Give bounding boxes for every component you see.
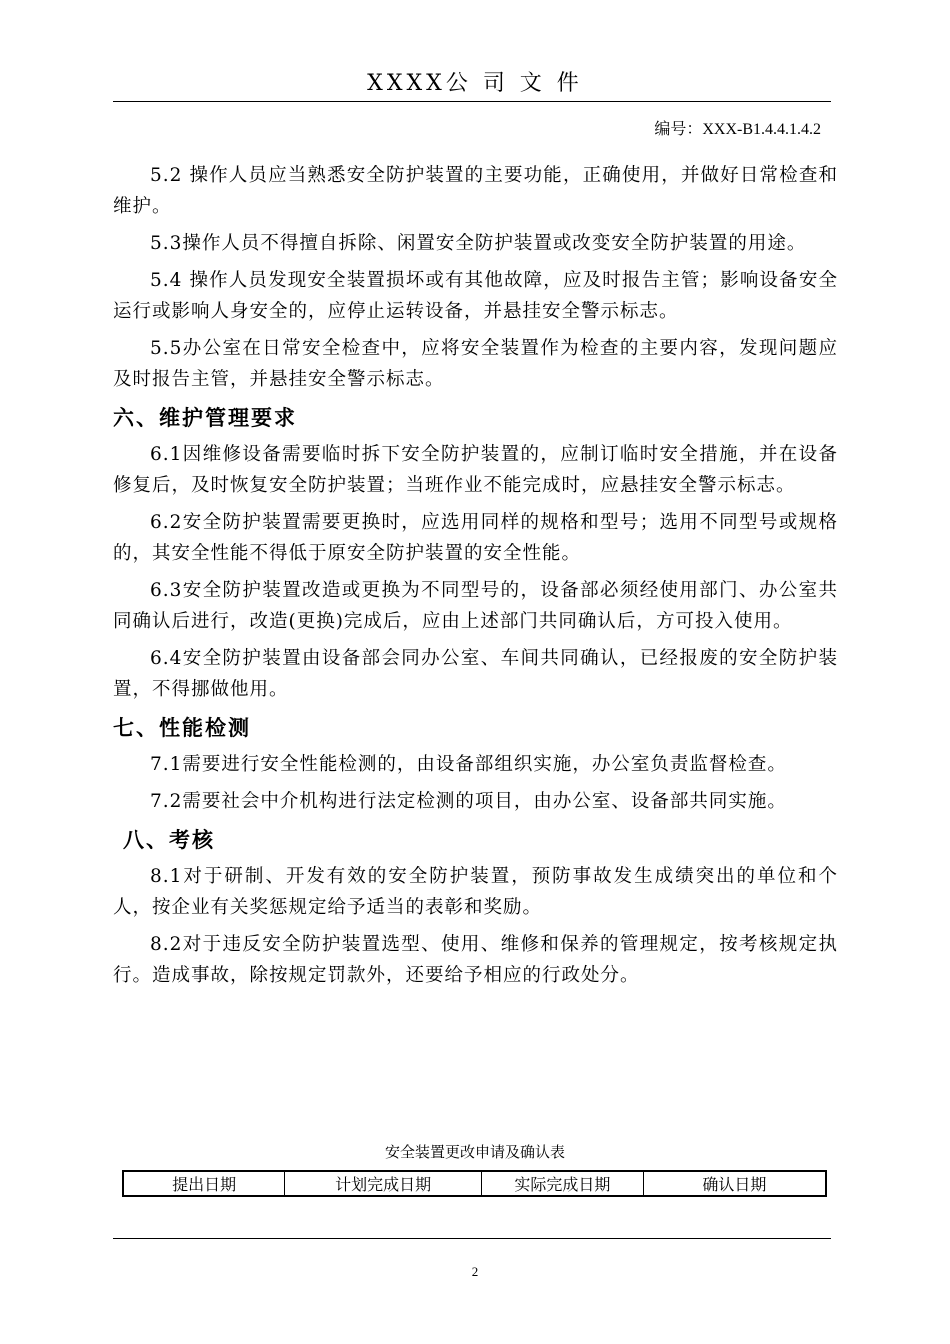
table-header-row xyxy=(123,1171,826,1196)
section-heading-6: 六、维护管理要求 xyxy=(113,406,297,430)
footer-divider xyxy=(113,1238,831,1239)
table-header-cell: 实际完成日期 xyxy=(482,1171,644,1196)
paragraph-7-2: 7.2需要社会中介机构进行法定检测的项目，由办公室、设备部共同实施。 xyxy=(150,791,787,812)
page-number: 2 xyxy=(471,1264,479,1279)
paragraph-6-2: 6.2安全防护装置需要更换时，应选用同样的规格和型号；选用不同型号或规格的，其安全性能不得低于原安全防护装置的安全性能。 xyxy=(113,512,838,564)
paragraph-7-1: 7.1需要进行安全性能检测的，由设备部组织实施，办公室负责监督检查。 xyxy=(150,754,787,775)
table-header-cell: 计划完成日期 xyxy=(285,1171,482,1196)
table-header-cell: 提出日期 xyxy=(123,1171,285,1196)
confirmation-table xyxy=(122,1170,827,1197)
document-body xyxy=(113,160,838,997)
paragraph-6-1: 6.1因维修设备需要临时拆下安全防护装置的，应制订临时安全措施，并在设备修复后，及时恢复安全防护装置；当班作业不能完成时，应悬挂安全警示标志。 xyxy=(113,444,838,496)
paragraph-5-2: 5.2 操作人员应当熟悉安全防护装置的主要功能，正确使用，并做好日常检查和维护。 xyxy=(113,165,838,217)
paragraph-6-4: 6.4安全防护装置由设备部会同办公室、车间共同确认，已经报废的安全防护装置，不得挪做他用。 xyxy=(113,648,838,700)
table-header-cell: 确认日期 xyxy=(643,1171,826,1196)
header-divider xyxy=(113,101,831,102)
section-heading-7: 七、性能检测 xyxy=(113,716,251,740)
paragraph-8-1: 8.1对于研制、开发有效的安全防护装置，预防事故发生成绩突出的单位和个人，按企业有关奖惩规定给予适当的表彰和奖励。 xyxy=(113,866,838,918)
paragraph-6-3: 6.3安全防护装置改造或更换为不同型号的，设备部必须经使用部门、办公室共同确认后进行，改造(更换)完成后，应由上述部门共同确认后，方可投入使用。 xyxy=(113,580,838,632)
document-header-title: XXXX公 司 文 件 xyxy=(367,71,583,96)
paragraph-5-3: 5.3操作人员不得擅自拆除、闲置安全防护装置或改变安全防护装置的用途。 xyxy=(150,233,807,254)
section-heading-8: 八、考核 xyxy=(123,828,215,852)
paragraph-5-5: 5.5办公室在日常安全检查中，应将安全装置作为检查的主要内容，发现问题应及时报告主管，并悬挂安全警示标志。 xyxy=(113,338,838,390)
paragraph-8-2: 8.2对于违反安全防护装置选型、使用、维修和保养的管理规定，按考核规定执行。造成事故，除按规定罚款外，还要给予相应的行政处分。 xyxy=(113,934,838,986)
document-number: 编号：XXX-B1.4.4.1.4.2 xyxy=(654,121,821,138)
table-caption: 安全装置更改申请及确认表 xyxy=(384,1143,565,1161)
paragraph-5-4: 5.4 操作人员发现安全装置损坏或有其他故障，应及时报告主管；影响设备安全运行或影响人身安全的，应停止运转设备，并悬挂安全警示标志。 xyxy=(113,270,838,322)
